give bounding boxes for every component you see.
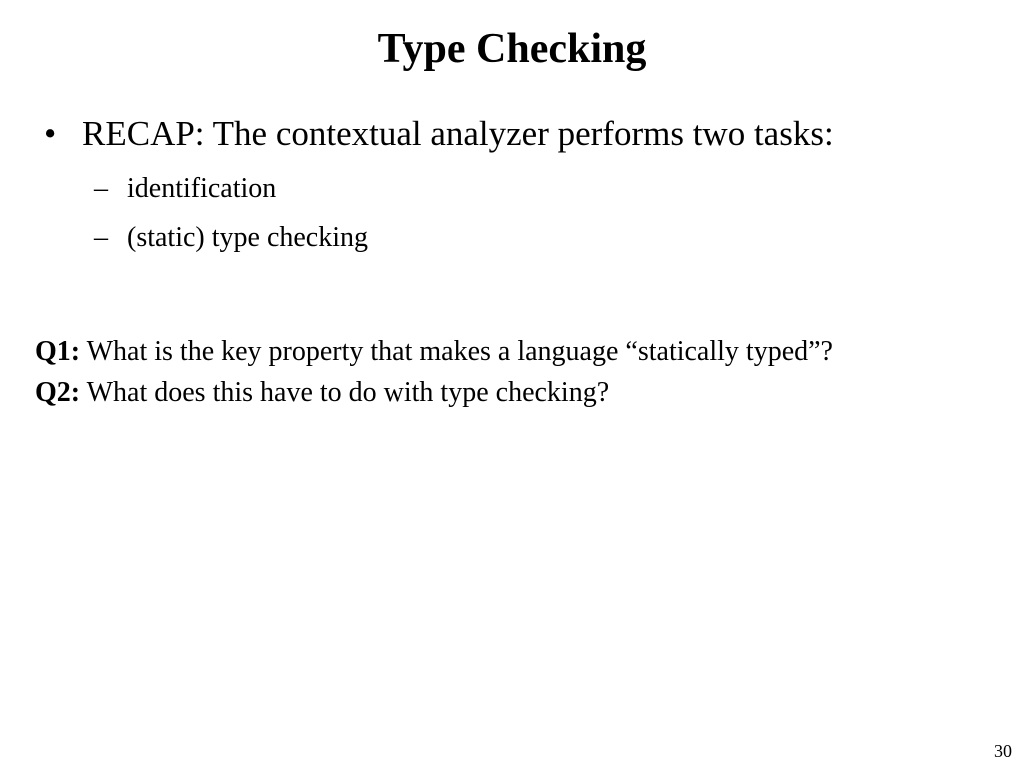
dash-marker: – <box>94 222 108 253</box>
dash-marker: – <box>94 173 108 204</box>
question-1-label: Q1: <box>35 336 81 367</box>
question-2 <box>35 372 915 413</box>
sub-bullet-text: identification <box>127 173 277 204</box>
sub-bullet-identification <box>94 164 368 213</box>
sub-bullet-type-checking <box>94 213 368 262</box>
question-2-text: What does this have to do with type checking? <box>80 377 610 408</box>
bullet-marker: • <box>44 114 57 153</box>
question-2-label: Q2: <box>35 377 81 408</box>
slide-title: Type Checking <box>377 26 647 72</box>
sub-bullet-text: (static) type checking <box>127 222 369 253</box>
page-number: 30 <box>994 741 1012 761</box>
recap-bullet <box>44 108 834 160</box>
questions-block <box>35 331 915 413</box>
question-1-text: What is the key property that makes a language “statically typed”? <box>80 336 833 367</box>
bullet-text: RECAP: The contextual analyzer performs two tasks: <box>82 114 834 153</box>
question-1 <box>35 331 915 372</box>
sub-bullet-list <box>94 164 368 262</box>
